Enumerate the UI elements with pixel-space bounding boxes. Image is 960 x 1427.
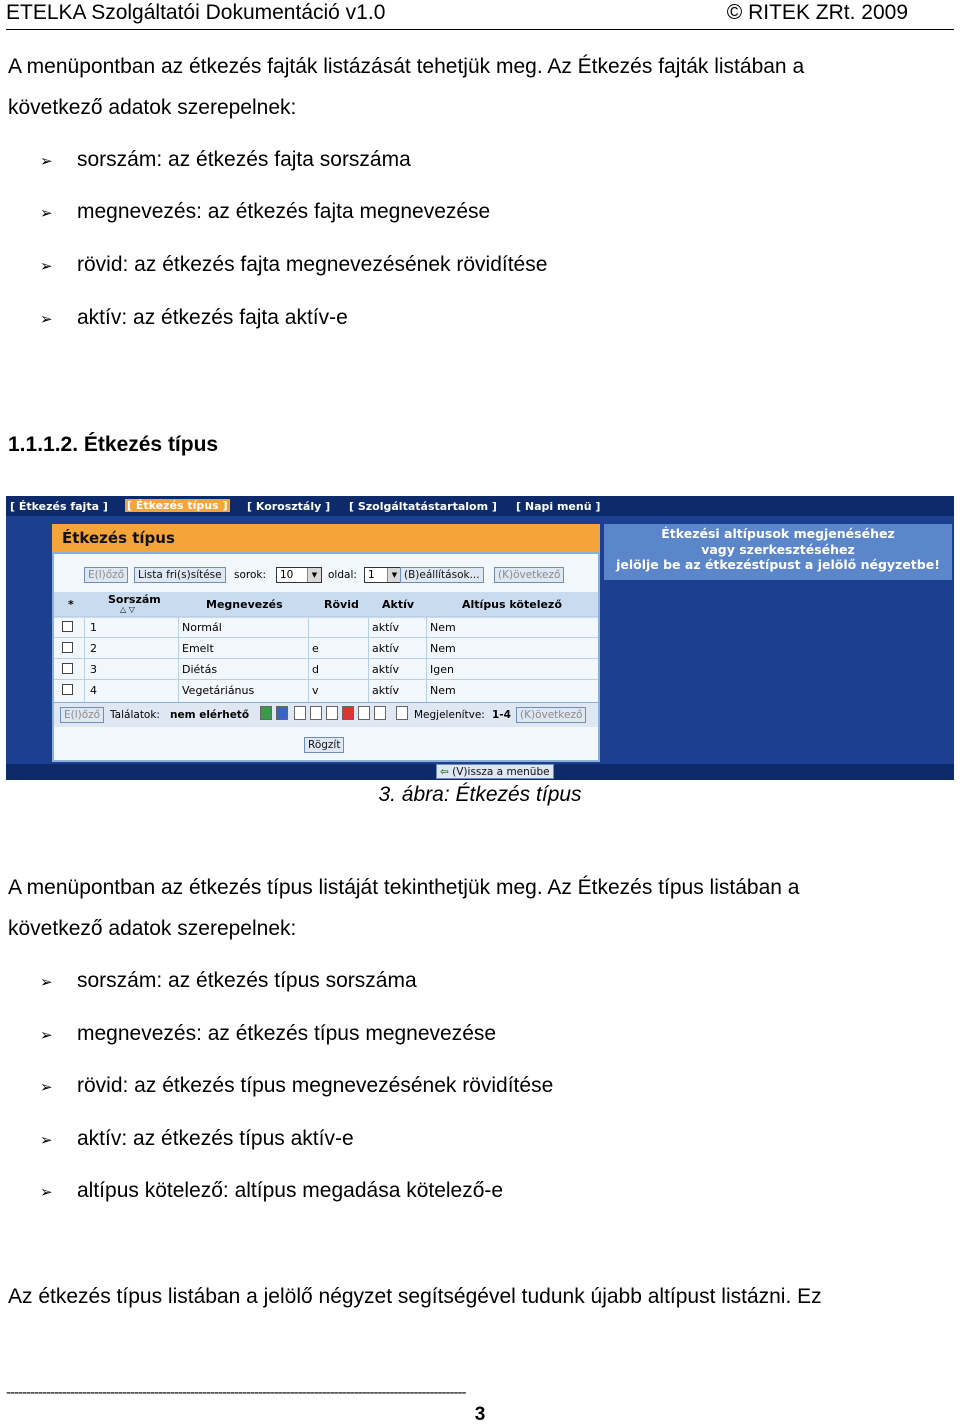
page-label: oldal: bbox=[328, 569, 357, 581]
panel-title: Étkezés típus bbox=[62, 529, 175, 547]
word-export-icon[interactable] bbox=[276, 706, 288, 720]
checkbox-paragraph bbox=[8, 1276, 952, 1317]
footer-next-button[interactable]: (K)övetkező bbox=[516, 707, 586, 723]
column-divider bbox=[368, 616, 369, 702]
column-sorszam[interactable]: Sorszám bbox=[108, 593, 161, 606]
sort-arrows-icon[interactable]: △ ▽ bbox=[120, 605, 135, 614]
tab-szolgaltatastartalom[interactable]: [ Szolgáltatástartalom ] bbox=[349, 500, 497, 513]
back-to-menu-button[interactable]: ⇦ (V)issza a menübe bbox=[436, 764, 554, 779]
table-row[interactable]: 4 Vegetáriánus v aktív Nem bbox=[54, 679, 598, 701]
bullet-item: ➢ megnevezés: az étkezés típus megnevezése bbox=[40, 1021, 496, 1049]
chevron-bullet-icon: ➢ bbox=[40, 1027, 53, 1044]
grid-footer bbox=[54, 702, 598, 727]
html-export-icon[interactable] bbox=[358, 706, 370, 720]
data-grid bbox=[52, 552, 600, 762]
bullet-item: ➢ megnevezés: az étkezés fajta megnevezése bbox=[40, 199, 490, 227]
chevron-bullet-icon: ➢ bbox=[40, 205, 53, 222]
panel-title-bar bbox=[52, 524, 600, 552]
grid-toolbar bbox=[54, 554, 598, 586]
tab-bar bbox=[6, 496, 954, 518]
blank-document-icon[interactable] bbox=[396, 706, 408, 720]
found-value: nem elérhető bbox=[170, 709, 250, 721]
column-divider bbox=[84, 616, 85, 702]
checkbox-line: Az étkezés típus listában a jelölő négyzet segítségével tudunk újabb altípust listázni. Ez bbox=[8, 1285, 822, 1308]
column-megnevezes[interactable]: Megnevezés bbox=[206, 598, 283, 611]
intro-paragraph bbox=[8, 46, 952, 128]
footer-separator: ------------------------------------------------------------------------------------------------------------------- bbox=[6, 1384, 466, 1401]
bullet-item: ➢ altípus kötelező: altípus megadása kötelező-e bbox=[40, 1178, 503, 1206]
refresh-button[interactable]: Lista fri(s)sítése bbox=[134, 567, 226, 583]
section-heading: 1.1.1.2. Étkezés típus bbox=[8, 433, 219, 456]
chevron-bullet-icon: ➢ bbox=[40, 153, 53, 170]
rows-select[interactable]: 10 ▼ bbox=[276, 567, 322, 583]
intro-line-1: A menüpontban az étkezés fajták listázását tehetjük meg. Az Étkezés fajták listában a bbox=[8, 55, 805, 78]
chevron-bullet-icon: ➢ bbox=[40, 974, 53, 991]
document-export-icon[interactable] bbox=[310, 706, 322, 720]
column-aktiv[interactable]: Aktív bbox=[382, 598, 415, 611]
dropdown-arrow-icon: ▼ bbox=[387, 568, 401, 582]
select-all-column: * bbox=[68, 598, 74, 611]
header-title: ETELKA Szolgáltatói Dokumentáció v1.0 bbox=[6, 1, 386, 24]
bullet-item: ➢ rövid: az étkezés típus megnevezésének rövidítése bbox=[40, 1073, 553, 1101]
save-button[interactable]: Rögzít bbox=[304, 737, 344, 753]
chevron-bullet-icon: ➢ bbox=[40, 1184, 53, 1201]
row-checkbox[interactable] bbox=[62, 621, 73, 632]
tab-korosztaly[interactable]: [ Korosztály ] bbox=[247, 500, 331, 513]
content-area bbox=[6, 516, 954, 764]
column-altipus-kotelezo[interactable]: Altípus kötelező bbox=[462, 598, 562, 611]
rows-label: sorok: bbox=[234, 569, 267, 581]
list-export-icon[interactable] bbox=[326, 706, 338, 720]
row-checkbox[interactable] bbox=[62, 642, 73, 653]
back-arrow-icon: ⇦ bbox=[440, 766, 449, 778]
shown-label: Megjelenítve: bbox=[414, 709, 485, 721]
settings-button[interactable]: (B)eállítások... bbox=[400, 567, 484, 583]
figure-caption: 3. ábra: Étkezés típus bbox=[378, 783, 582, 806]
bullet-item: ➢ sorszám: az étkezés típus sorszáma bbox=[40, 968, 417, 996]
chevron-bullet-icon: ➢ bbox=[40, 258, 53, 275]
chevron-bullet-icon: ➢ bbox=[40, 1079, 53, 1096]
type-line-2: következő adatok szerepelnek: bbox=[8, 917, 297, 940]
header-divider bbox=[6, 29, 954, 30]
table-row[interactable]: 2 Emelt e aktív Nem bbox=[54, 637, 598, 659]
tab-napi-menu[interactable]: [ Napi menü ] bbox=[516, 500, 601, 513]
intro-line-2: következő adatok szerepelnek: bbox=[8, 96, 297, 119]
tab-etkezes-tipus[interactable]: [ Étkezés típus ] bbox=[127, 499, 228, 512]
column-divider bbox=[426, 616, 427, 702]
table-row[interactable]: 1 Normál aktív Nem bbox=[54, 616, 598, 638]
footer-prev-button[interactable]: E(l)őző bbox=[60, 707, 104, 723]
type-line-1: A menüpontban az étkezés típus listáját tekinthetjük meg. Az Étkezés típus listában a bbox=[8, 876, 800, 899]
bullet-item: ➢ rövid: az étkezés fajta megnevezésének rövidítése bbox=[40, 252, 547, 280]
app-screenshot bbox=[6, 496, 954, 780]
column-rovid[interactable]: Rövid bbox=[324, 598, 359, 611]
column-divider bbox=[178, 616, 179, 702]
type-paragraph bbox=[8, 867, 952, 949]
bullet-item: ➢ sorszám: az étkezés fajta sorszáma bbox=[40, 147, 411, 175]
table-header bbox=[54, 592, 598, 618]
tab-etkezes-fajta[interactable]: [ Étkezés fajta ] bbox=[10, 500, 108, 513]
bullet-item: ➢ aktív: az étkezés fajta aktív-e bbox=[40, 305, 348, 333]
pdf-export-icon[interactable] bbox=[342, 706, 354, 720]
found-label: Találatok: bbox=[110, 709, 160, 721]
chevron-bullet-icon: ➢ bbox=[40, 311, 53, 328]
text-export-icon[interactable] bbox=[294, 706, 306, 720]
excel-export-icon[interactable] bbox=[260, 706, 272, 720]
print-icon[interactable] bbox=[374, 706, 386, 720]
bullet-item: ➢ aktív: az étkezés típus aktív-e bbox=[40, 1126, 354, 1154]
column-divider bbox=[308, 616, 309, 702]
shown-value: 1-4 bbox=[492, 709, 511, 721]
row-checkbox[interactable] bbox=[62, 663, 73, 674]
info-box: Étkezési altípusok megjenéséhez vagy szerkesztéséhez jelölje be az étkezéstípust a jelölő négyzetbe! bbox=[604, 524, 952, 580]
prev-button[interactable]: E(l)őző bbox=[84, 567, 128, 583]
page-number: 3 bbox=[474, 1404, 486, 1425]
row-checkbox[interactable] bbox=[62, 684, 73, 695]
page-select[interactable]: 1 ▼ bbox=[364, 567, 402, 583]
dropdown-arrow-icon: ▼ bbox=[307, 568, 321, 582]
chevron-bullet-icon: ➢ bbox=[40, 1132, 53, 1149]
bottom-bar bbox=[6, 764, 954, 780]
table-row[interactable]: 3 Diétás d aktív Igen bbox=[54, 658, 598, 680]
header-copyright: © RITEK ZRt. 2009 bbox=[726, 1, 908, 24]
next-button[interactable]: (K)övetkező bbox=[494, 567, 564, 583]
